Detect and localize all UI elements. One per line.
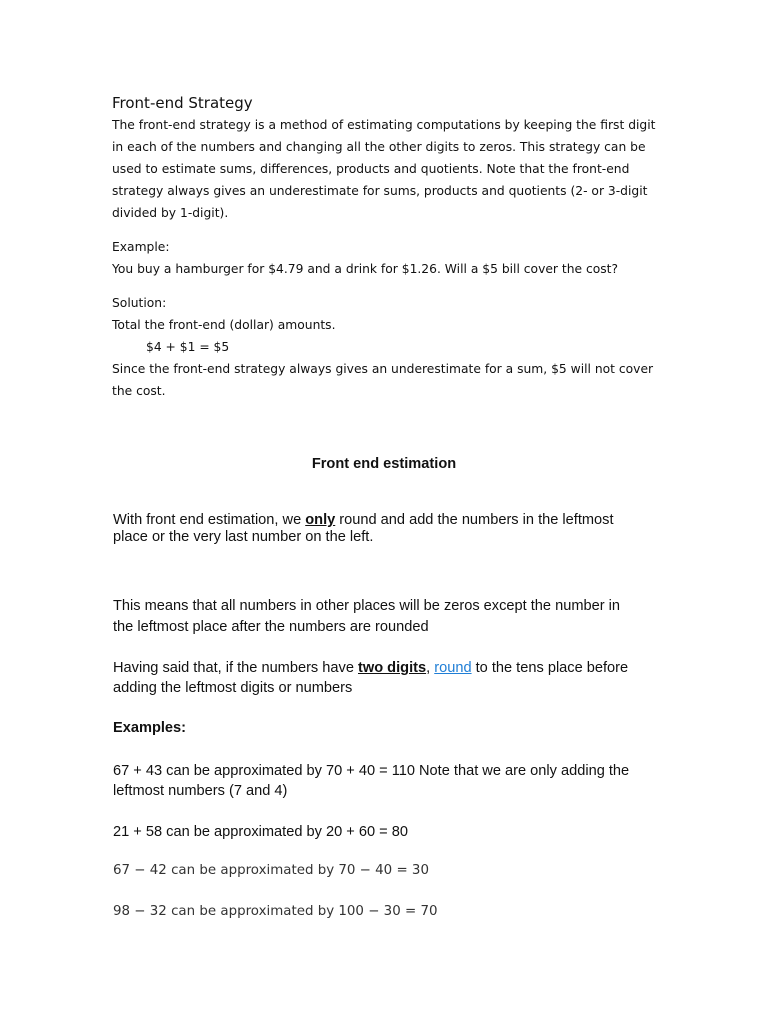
paragraph-1-line-2: place or the very last number on the left.	[113, 529, 374, 545]
example-1-line-2: leftmost numbers (7 and 4)	[113, 783, 288, 799]
paragraph-2-line-1: This means that all numbers in other places will be zeros except the number in	[113, 598, 620, 614]
solution-equation: $4 + $1 = $5	[146, 340, 230, 354]
solution-line: Total the front-end (dollar) amounts.	[112, 318, 336, 332]
paragraph-1-emphasis-only: only	[305, 512, 336, 528]
section-title-front-end-estimation: Front end estimation	[311, 456, 457, 472]
example-text: You buy a hamburger for $4.79 and a drink for $1.26. Will a $5 bill cover the cost?	[112, 262, 619, 276]
example-2: 21 + 58 can be approximated by 20 + 60 = 80	[113, 824, 408, 840]
paragraph-2-line-2: the leftmost place after the numbers are rounded	[113, 619, 429, 635]
conclusion-line-2: the cost.	[112, 384, 166, 398]
paragraph-1-text-before: With front end estimation, we	[113, 512, 306, 528]
paragraph-3-comma: ,	[426, 660, 431, 676]
intro-line-3: used to estimate sums, differences, products and quotients. Note that the front-end	[112, 162, 630, 176]
paragraph-3-line-2: adding the leftmost digits or numbers	[113, 680, 353, 696]
solution-label: Solution:	[112, 296, 167, 310]
paragraph-1-text-after: round and add the numbers in the leftmost	[335, 512, 614, 528]
example-1-line-1: 67 + 43 can be approximated by 70 + 40 = 110 Note that we are only adding the	[113, 763, 630, 779]
examples-heading: Examples:	[113, 720, 187, 736]
intro-line-2: in each of the numbers and changing all the other digits to zeros. This strategy can be	[112, 140, 646, 154]
paragraph-3-text-before: Having said that, if the numbers have	[113, 660, 358, 676]
example-3: 67 − 42 can be approximated by 70 − 40 = 30	[113, 863, 429, 878]
section-title-front-end-strategy: Front-end Strategy	[112, 94, 253, 112]
paragraph-3-emphasis-two-digits: two digits	[358, 660, 427, 676]
intro-line-1: The front-end strategy is a method of estimating computations by keeping the first digit	[112, 118, 656, 132]
paragraph-3-text-after: to the tens place before	[471, 660, 629, 676]
example-label: Example:	[112, 240, 170, 254]
conclusion-line-1: Since the front-end strategy always gives an underestimate for a sum, $5 will not cover	[112, 362, 654, 376]
paragraph-3-line-1	[113, 658, 628, 678]
round-link[interactable]: round	[434, 660, 472, 676]
example-4: 98 − 32 can be approximated by 100 − 30 = 70	[113, 904, 438, 919]
intro-line-4: strategy always gives an underestimate for sums, products and quotients (2- or 3-digit	[112, 184, 648, 198]
intro-line-5: divided by 1-digit).	[112, 206, 229, 220]
